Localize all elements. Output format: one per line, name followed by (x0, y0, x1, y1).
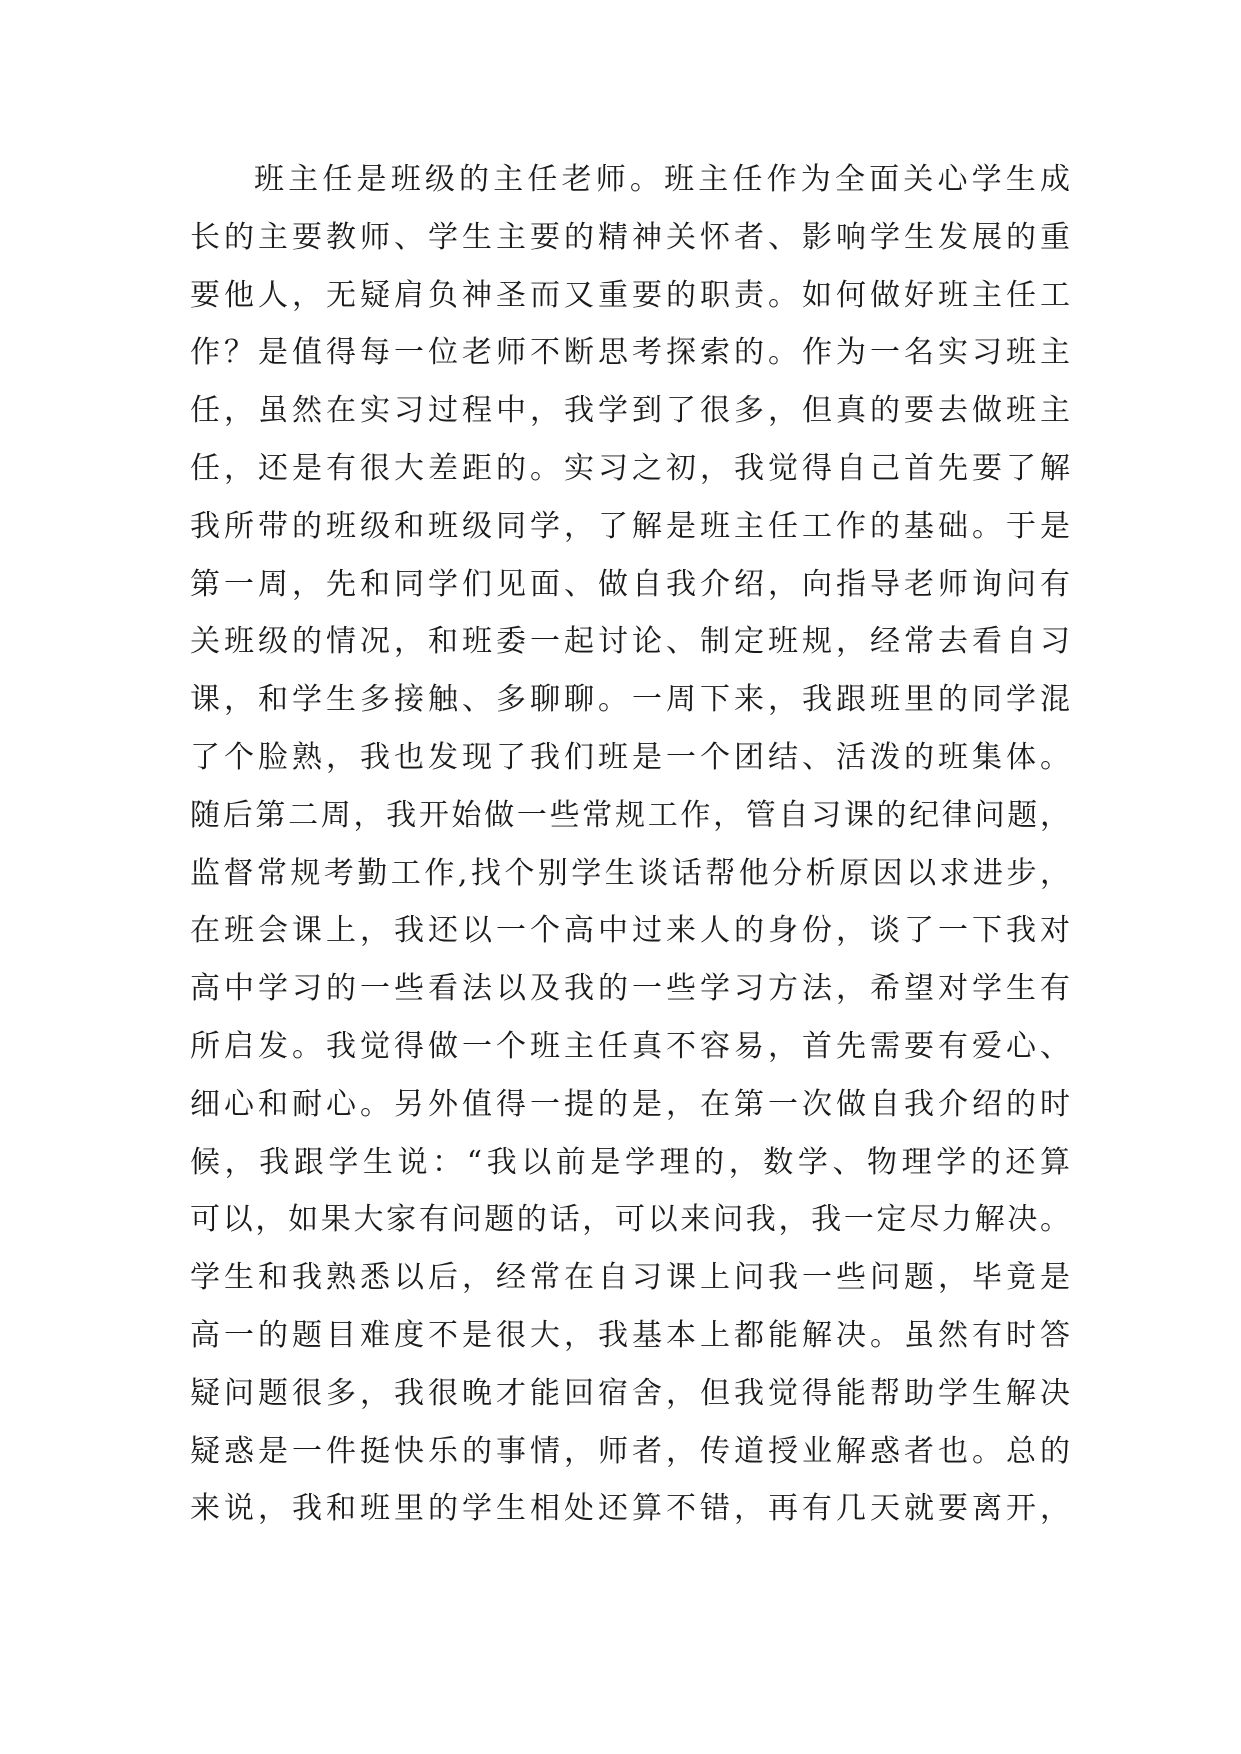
body-paragraph (190, 162, 1070, 1549)
text-line: 所启发。我觉得做一个班主任真不容易，首先需要有爱心、 (190, 1028, 1070, 1064)
text-line: 任，还是有很大差距的。实习之初，我觉得自己首先要了解 (190, 450, 1070, 486)
text-line: 作？是值得每一位老师不断思考探索的。作为一名实习班主 (190, 335, 1070, 371)
text-line: 要他人，无疑肩负神圣而又重要的职责。如何做好班主任工 (190, 277, 1070, 313)
text-line: 细心和耐心。另外值得一提的是，在第一次做自我介绍的时 (190, 1086, 1070, 1122)
text-line: 我所带的班级和班级同学，了解是班主任工作的基础。于是 (190, 508, 1070, 544)
text-line: 学生和我熟悉以后，经常在自习课上问我一些问题，毕竟是 (190, 1260, 1070, 1296)
text-line: 课，和学生多接触、多聊聊。一周下来，我跟班里的同学混 (190, 682, 1070, 718)
text-line: 可以，如果大家有问题的话，可以来问我，我一定尽力解决。 (190, 1202, 1070, 1238)
text-line: 来说，我和班里的学生相处还算不错，再有几天就要离开， (190, 1491, 1070, 1527)
text-line: 长的主要教师、学生主要的精神关怀者、影响学生发展的重 (190, 219, 1070, 255)
text-line: 班主任是班级的主任老师。班主任作为全面关心学生成 (254, 162, 1070, 197)
text-line: 关班级的情况，和班委一起讨论、制定班规，经常去看自习 (190, 624, 1070, 660)
text-line: 随后第二周，我开始做一些常规工作，管自习课的纪律问题， (190, 797, 1070, 833)
text-line: 任，虽然在实习过程中，我学到了很多，但真的要去做班主 (190, 393, 1070, 429)
text-line: 高中学习的一些看法以及我的一些学习方法，希望对学生有 (190, 971, 1070, 1007)
text-line: 第一周，先和同学们见面、做自我介绍，向指导老师询问有 (190, 566, 1070, 602)
text-line: 高一的题目难度不是很大，我基本上都能解决。虽然有时答 (190, 1317, 1070, 1353)
text-line: 疑惑是一件挺快乐的事情，师者，传道授业解惑者也。总的 (190, 1433, 1070, 1469)
text-line: 候，我跟学生说：“我以前是学理的，数学、物理学的还算 (190, 1144, 1070, 1180)
text-line: 在班会课上，我还以一个高中过来人的身份，谈了一下我对 (190, 913, 1070, 949)
text-line: 监督常规考勤工作,找个别学生谈话帮他分析原因以求进步， (190, 855, 1070, 891)
text-line: 疑问题很多，我很晚才能回宿舍，但我觉得能帮助学生解决 (190, 1375, 1070, 1411)
text-line: 了个脸熟，我也发现了我们班是一个团结、活泼的班集体。 (190, 739, 1070, 775)
